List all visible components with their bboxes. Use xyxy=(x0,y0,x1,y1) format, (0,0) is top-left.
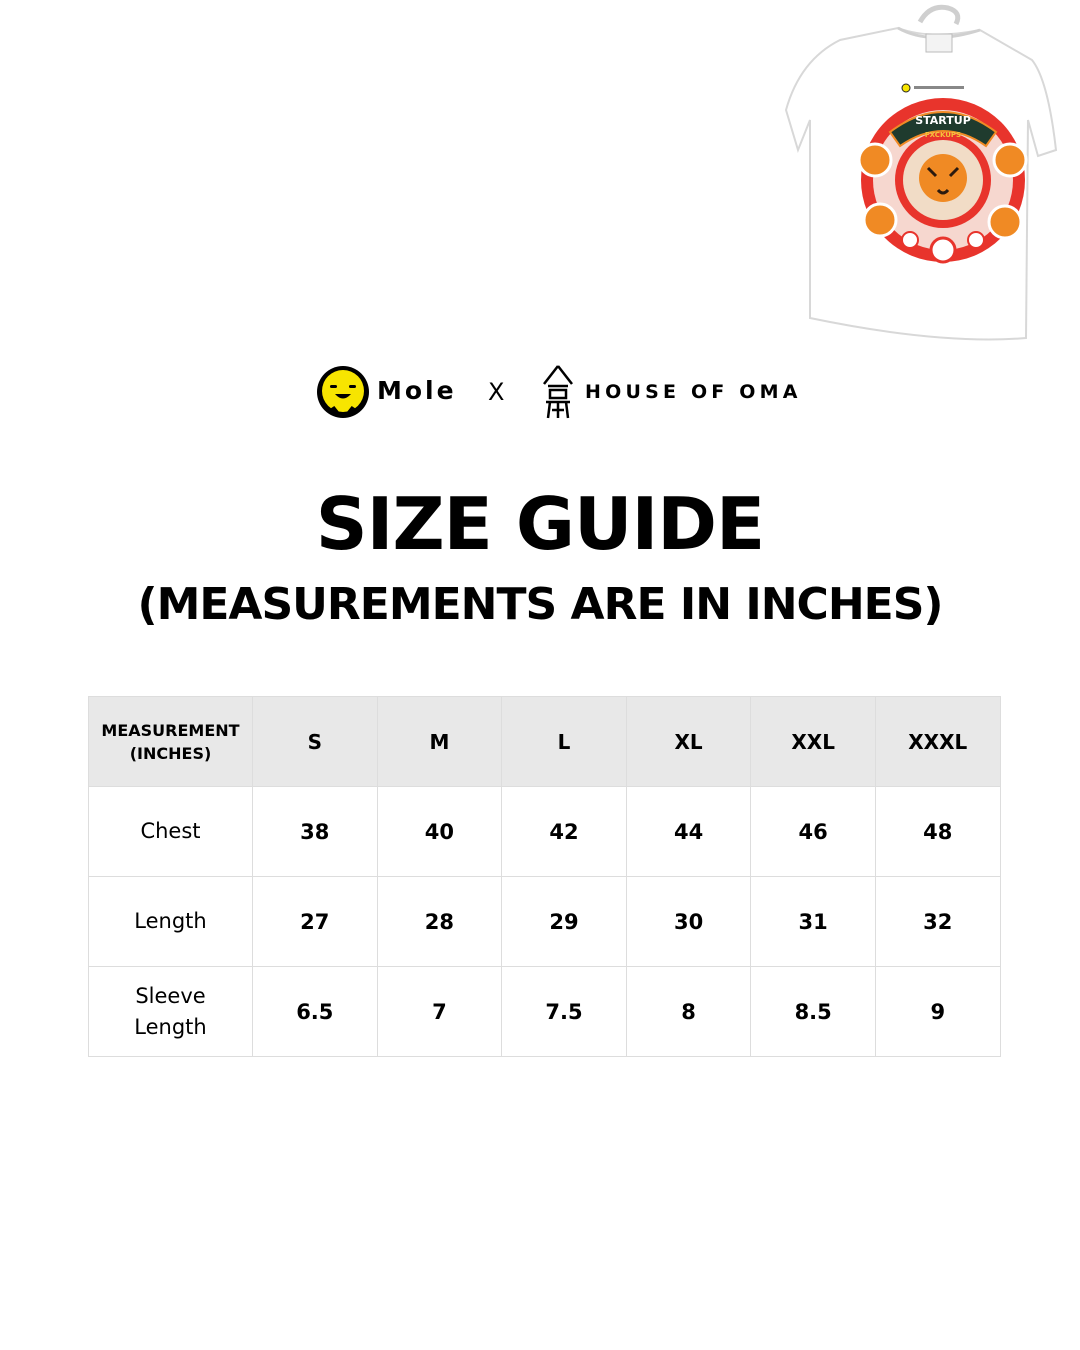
table-cell: 42 xyxy=(502,787,627,877)
table-cell: 46 xyxy=(751,787,876,877)
table-cell: 8.5 xyxy=(751,967,876,1057)
table-cell: 48 xyxy=(875,787,1000,877)
measurement-header-line2: (INCHES) xyxy=(129,743,212,763)
table-cell: 32 xyxy=(875,877,1000,967)
measurement-header-line1: MEASUREMENT xyxy=(101,720,240,740)
row-label-length xyxy=(89,877,253,967)
measurement-column-header xyxy=(89,697,253,787)
tshirt-product-image xyxy=(780,0,1070,345)
size-header-m: M xyxy=(377,697,502,787)
page-subtitle: (MEASUREMENTS ARE IN INCHES) xyxy=(137,579,943,630)
table-cell: 7.5 xyxy=(502,967,627,1057)
table-cell: 31 xyxy=(751,877,876,967)
table-cell: 7 xyxy=(377,967,502,1057)
row-label-line2: Length xyxy=(134,1014,207,1039)
mole-logo-icon xyxy=(316,365,370,419)
row-label-chest xyxy=(89,787,253,877)
table-row-sleeve-length xyxy=(89,967,1001,1057)
mole-brand-name: Mole xyxy=(377,376,457,405)
row-label-sleeve-length xyxy=(89,967,253,1057)
table-cell: 44 xyxy=(626,787,751,877)
graphic-badge-top: STARTUP xyxy=(915,114,971,127)
house-of-oma-brand-name: HOUSE OF OMA xyxy=(585,381,802,403)
size-header-s: S xyxy=(253,697,378,787)
table-cell: 28 xyxy=(377,877,502,967)
table-cell: 6.5 xyxy=(253,967,378,1057)
collab-separator: X xyxy=(488,378,505,406)
size-header-xxxl: XXXL xyxy=(875,697,1000,787)
row-label-line1: Chest xyxy=(140,819,201,843)
graphic-badge-bottom: FXCKUPS xyxy=(924,131,962,139)
table-cell: 8 xyxy=(626,967,751,1057)
page-title: SIZE GUIDE xyxy=(315,482,765,566)
size-header-l: L xyxy=(502,697,627,787)
house-of-oma-logo-icon xyxy=(540,364,576,420)
table-row-length xyxy=(89,877,1001,967)
hanger-icon xyxy=(920,7,958,24)
table-header-row xyxy=(89,697,1001,787)
table-cell: 9 xyxy=(875,967,1000,1057)
size-table xyxy=(88,696,1001,1057)
table-cell: 40 xyxy=(377,787,502,877)
row-label-line1: Length xyxy=(134,909,207,933)
size-header-xxl: XXL xyxy=(751,697,876,787)
table-cell: 38 xyxy=(253,787,378,877)
table-row-chest xyxy=(89,787,1001,877)
size-header-xl: XL xyxy=(626,697,751,787)
table-cell: 30 xyxy=(626,877,751,967)
table-cell: 29 xyxy=(502,877,627,967)
table-cell: 27 xyxy=(253,877,378,967)
brand-logos xyxy=(0,362,1080,422)
row-label-line1: Sleeve xyxy=(135,983,206,1008)
